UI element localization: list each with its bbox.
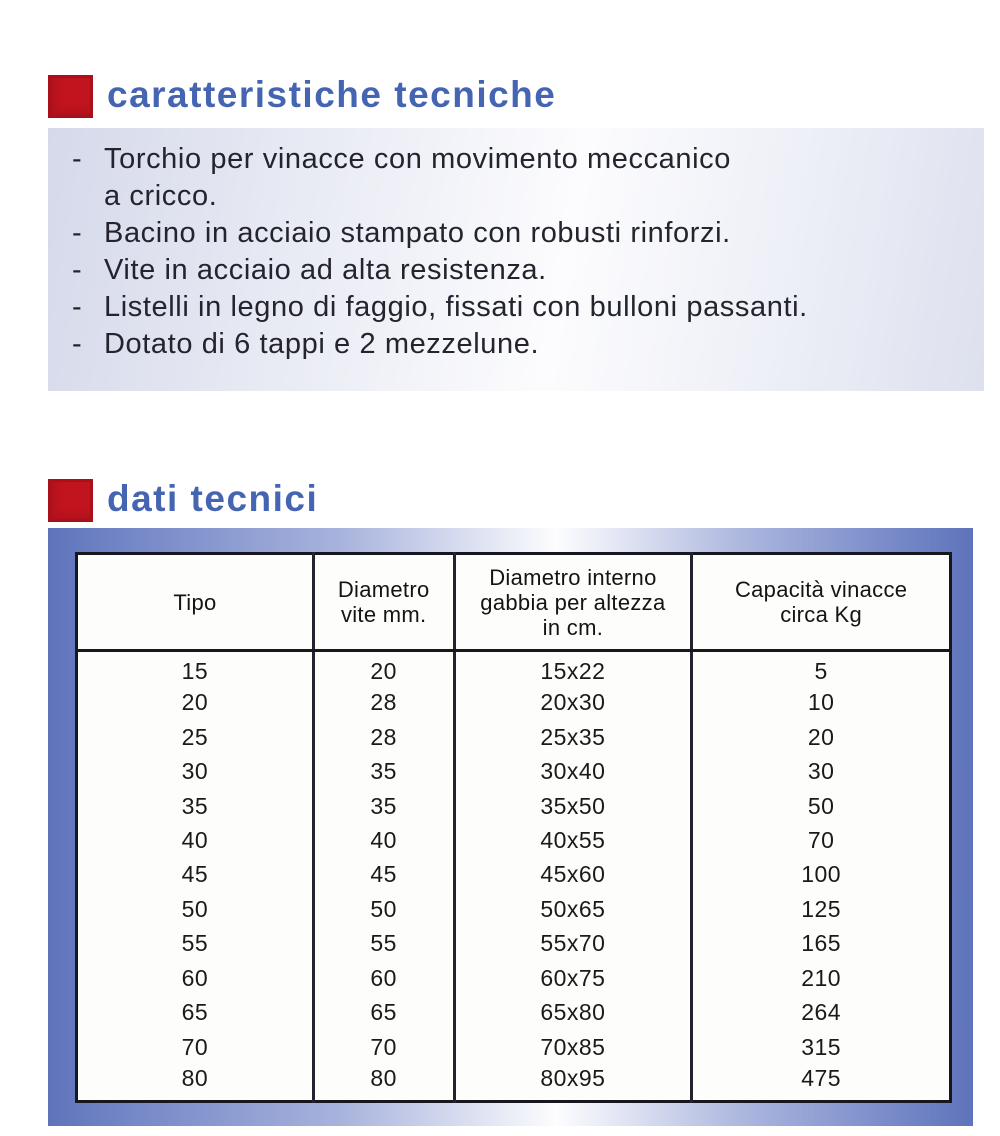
table-cell: 30x40 [454, 754, 692, 788]
table-cell: 50 [181, 895, 209, 922]
table-cell: 40 [181, 826, 209, 853]
caratteristiche-title: caratteristiche tecniche [107, 74, 557, 115]
table-cell: 70 [692, 823, 951, 857]
table-cell: 70x85 [454, 1030, 692, 1064]
table-cell: 65x80 [454, 996, 692, 1030]
column-header: Diametro interno gabbia per altezza in cm. [454, 554, 692, 651]
caratteristiche-panel [48, 128, 984, 391]
table-row [77, 996, 951, 1030]
table-cell: 70 [181, 1033, 209, 1060]
feature-item [62, 326, 978, 363]
table-cell: 80 [313, 1064, 454, 1101]
table-cell: 210 [692, 961, 951, 995]
column-header: Capacità vinacce circa Kg [692, 554, 951, 651]
table-row [77, 927, 951, 961]
table-row [77, 720, 951, 754]
table-cell: 20 [313, 651, 454, 686]
table-cell: 25 [181, 723, 209, 750]
feature-text: Dotato di 6 tappi e 2 mezzelune. [104, 328, 540, 360]
table-cell: 475 [692, 1064, 951, 1101]
column-header: Diametro vite mm. [313, 554, 454, 651]
table-cell: 15 [181, 658, 209, 685]
table-row [77, 685, 951, 719]
table-cell: 50x65 [454, 892, 692, 926]
table-cell: 55x70 [454, 927, 692, 961]
data-table-frame [48, 528, 973, 1126]
feature-text: Vite in acciaio ad alta resistenza. [104, 254, 547, 286]
dati-tecnici-heading [48, 478, 318, 522]
feature-text: Listelli in legno di faggio, fissati con bulloni passanti. [104, 291, 808, 323]
feature-text: Bacino in acciaio stampato con robusti rinforzi. [104, 217, 731, 249]
table-cell: 65 [313, 996, 454, 1030]
feature-item [62, 252, 978, 289]
table-row [77, 1030, 951, 1064]
table-cell: 30 [181, 758, 209, 785]
table-cell: 70 [313, 1030, 454, 1064]
table-row [77, 789, 951, 823]
table-row [77, 823, 951, 857]
table-row [77, 651, 951, 686]
table-cell: 315 [692, 1030, 951, 1064]
dash-marker: - [72, 254, 83, 286]
table-row [77, 961, 951, 995]
table-cell: 50 [313, 892, 454, 926]
table-cell: 165 [692, 927, 951, 961]
table-row [77, 892, 951, 926]
table-cell: 35 [313, 789, 454, 823]
table-cell: 20 [692, 720, 951, 754]
table-cell: 20 [181, 689, 209, 716]
table-header-row [77, 554, 951, 651]
table-row [77, 858, 951, 892]
table-cell: 35 [181, 792, 209, 819]
feature-text: Torchio per vinacce con movimento meccanico a cricco. [104, 143, 732, 212]
table-cell: 20x30 [454, 685, 692, 719]
table-cell: 100 [692, 858, 951, 892]
table-cell: 60 [313, 961, 454, 995]
feature-item [62, 215, 978, 252]
table-cell: 65 [181, 999, 209, 1026]
dash-marker: - [72, 328, 83, 360]
table-cell: 28 [313, 685, 454, 719]
table-cell: 50 [692, 789, 951, 823]
dati-tecnici-title: dati tecnici [107, 478, 319, 519]
feature-list [62, 141, 978, 363]
feature-item [62, 289, 978, 326]
table-cell: 40x55 [454, 823, 692, 857]
table-cell: 40 [313, 823, 454, 857]
dash-marker: - [72, 143, 83, 175]
technical-data-table [75, 552, 952, 1103]
table-cell: 55 [313, 927, 454, 961]
table-cell: 125 [692, 892, 951, 926]
table-cell: 35 [313, 754, 454, 788]
feature-item [62, 141, 978, 215]
table-cell: 60 [181, 964, 209, 991]
table-cell: 15x22 [454, 651, 692, 686]
table-cell: 5 [692, 651, 951, 686]
red-square-bullet-icon [48, 479, 93, 522]
column-header: Tipo [77, 554, 314, 651]
table-cell: 45 [313, 858, 454, 892]
dash-marker: - [72, 217, 83, 249]
table-row [77, 1064, 951, 1101]
table-cell: 25x35 [454, 720, 692, 754]
table-cell: 28 [313, 720, 454, 754]
table-cell: 80 [181, 1064, 209, 1091]
table-cell: 35x50 [454, 789, 692, 823]
caratteristiche-heading [48, 74, 556, 118]
table-cell: 10 [692, 685, 951, 719]
table-cell: 264 [692, 996, 951, 1030]
red-square-bullet-icon [48, 75, 93, 118]
table-cell: 60x75 [454, 961, 692, 995]
table-cell: 45 [181, 861, 209, 888]
table-cell: 80x95 [454, 1064, 692, 1101]
table-cell: 30 [692, 754, 951, 788]
table-cell: 55 [181, 930, 209, 957]
table-row [77, 754, 951, 788]
table-cell: 45x60 [454, 858, 692, 892]
dash-marker: - [72, 291, 83, 323]
